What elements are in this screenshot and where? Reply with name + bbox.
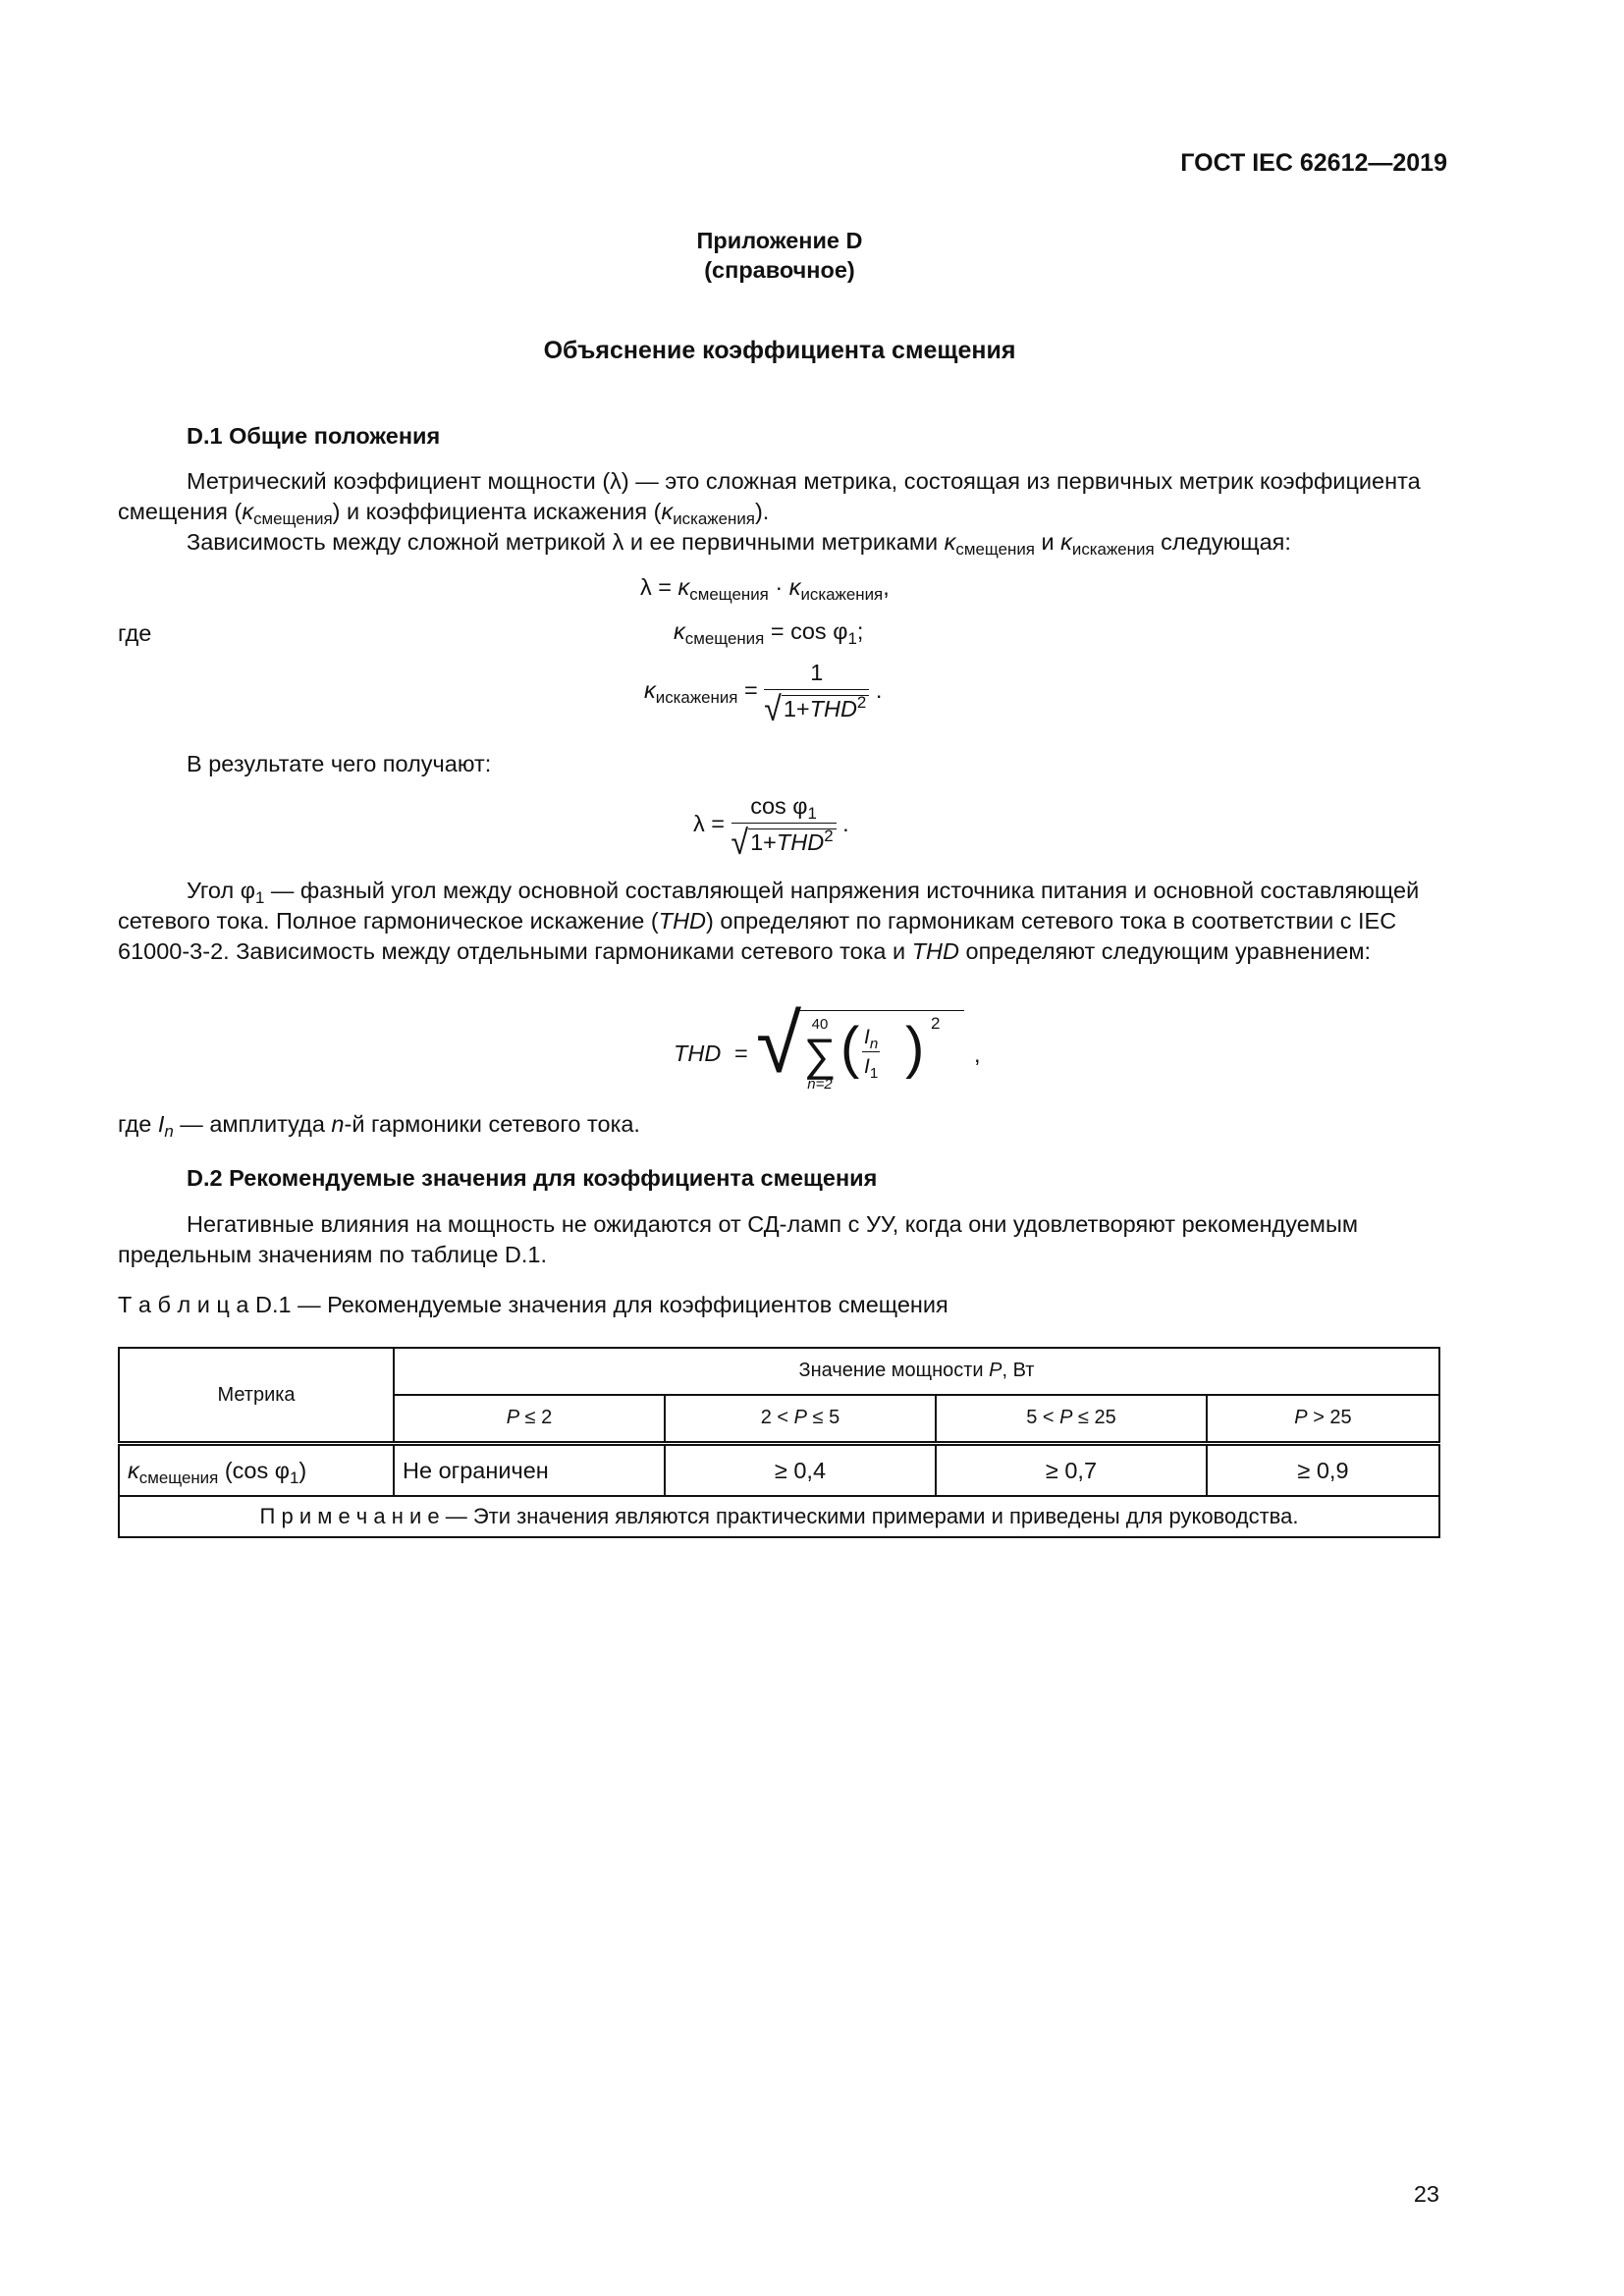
- section-d1-paragraph-3: Угол $\varphi_1$ — фазный угол между основной составляющей напряжения источника питания и основной составляющей сетевого тока. Полное гармоническое искажение (THD) определяют по гармоникам сетевого тока в соответствии с IEC 61000-3-2. Зависимость между отдельными гармониками сетевого тока и THD определяют следующим уравнением:: [118, 878, 1420, 964]
- metric-header: Метрика: [119, 1348, 394, 1444]
- result-intro: В результате чего получают:: [187, 751, 492, 776]
- col-header-4: P > 25: [1207, 1395, 1439, 1444]
- where-label: где: [118, 620, 152, 646]
- power-header: Значение мощности P, Вт: [394, 1348, 1439, 1395]
- table-note: П р и м е ч а н и е — Эти значения являются практическими примерами и приведены для руководства.: [119, 1496, 1439, 1537]
- value-cell-4: ≥ 0,9: [1207, 1444, 1439, 1497]
- col-header-1: P ≤ 2: [394, 1395, 665, 1444]
- table-data-row: [119, 1444, 1439, 1497]
- standard-designation: ГОСТ IEC 62612—2019: [1180, 149, 1447, 177]
- appendix-status: (справочное): [704, 257, 855, 283]
- table-caption: Т а б л и ц а D.1 — Рекомендуемые значения для коэффициентов смещения: [118, 1292, 948, 1317]
- table-header-row: [119, 1348, 1439, 1395]
- section-d1-paragraph-4: где $I_n$ — амплитуда n-й гармоники сетевого тока.: [118, 1111, 640, 1141]
- formula-lambda-product: $\lambda = \kappa_{смещения} \cdot \kappa_{искажения}$,: [640, 574, 890, 604]
- value-cell-2: ≥ 0,4: [665, 1444, 936, 1497]
- formula-distortion-definition: $\kappa_{искажения}$ = $\frac{1}{√1+THD^2}$ .: [644, 660, 883, 728]
- col-header-2: 2 < P ≤ 5: [665, 1395, 936, 1444]
- document-page: ГОСТ IEC 62612—2019 Приложение D (справочное) Объяснение коэффициента смещения D.1 Общие положения Метрический коэффициент мощности (λ) — это сложная метрика, состоящая из первичных метрик коэффициента смещения $(\kappa_{смещения})$ и коэффициента искажения $(\kappa_{искажения})$. Зависимость между сложной метрикой λ и ее первичными метриками $\kappa_{смещения}$ и $\kappa_{искажения}$ следующая: $\lambda = \kappa_{смещения} \cdot \kappa_{искажения}$, где $\kappa_{смещения} = \cos \varphi_1$; $\kappa_{искажения}$ = $\frac{1}{√1+THD^2}$ . В результате чего получают: λ = $\frac{\cos \varphi_1}{√1+THD^2}$ . Угол $\varphi_1$ — фазный угол между основной составляющей напряжения источника питания и основной составляющей сетевого тока. Полное гармоническое искажение (THD) определяют по гармоникам сетевого тока в соответствии с IEC 61000-3-2. Зависимость между отдельными гармониками сетевого тока и THD определяют следующим уравнением: THD = √ 40 ∑ n=2 ( $\frac{I_n}{I_1}$ ) 2 , где $I_n$ — амплитуда n-й гармоники сетевого тока. D.2 Рекомендуемые значения для коэффициента смещения Негативные влияния на мощность не ожидаются от СД-ламп с УУ, когда они удовлетворяют рекомендуемым предельным значениям по таблице D.1. Т а б л и ц а D.1 — Рекомендуемые значения для коэффициентов смещения Метрика Значение мощности P, Вт P ≤ 2 2 < P ≤ 5 5 < P ≤ 25 P > 25 $\kappa_{смещения}$ (cos $\varphi_1$) Не ограничен ≥ 0,4 ≥ 0,7 ≥ 0,9 П р и м е ч а н и е — Эти значения являются практическими примерами и приведены для руководства. 23: [0, 0, 1624, 2296]
- table-note-row: [119, 1496, 1439, 1537]
- formula-shift-definition: $\kappa_{смещения} = \cos \varphi_1$;: [674, 618, 864, 648]
- section-d1-paragraph-1: Метрический коэффициент мощности (λ) — это сложная метрика, состоящая из первичных метрик коэффициента смещения $(\kappa_{смещения})$ и коэффициента искажения $(\kappa_{искажения})$.: [118, 468, 1421, 528]
- value-cell-3: ≥ 0,7: [936, 1444, 1207, 1497]
- appendix-title: Приложение D: [696, 228, 863, 253]
- value-cell-1: Не ограничен: [394, 1444, 665, 1497]
- coefficient-table: [118, 1347, 1440, 1538]
- row-metric-cell: $\kappa_{смещения}$ (cos $\varphi_1$): [119, 1444, 394, 1497]
- appendix-subject: Объяснение коэффициента смещения: [543, 337, 1016, 364]
- section-d1-heading: D.1 Общие положения: [187, 423, 441, 449]
- formula-lambda-result: λ = $\frac{\cos \varphi_1}{√1+THD^2}$ .: [693, 793, 849, 862]
- col-header-3: 5 < P ≤ 25: [936, 1395, 1207, 1444]
- section-d2-paragraph-1: Негативные влияния на мощность не ожидаются от СД-ламп с УУ, когда они удовлетворяют рекомендуемым предельным значениям по таблице D.1.: [118, 1211, 1359, 1267]
- section-d2-heading: D.2 Рекомендуемые значения для коэффициента смещения: [187, 1165, 878, 1191]
- page-number: 23: [1413, 2181, 1439, 2207]
- section-d1-paragraph-2: Зависимость между сложной метрикой λ и ее первичными метриками $\kappa_{смещения}$ и $\kappa_{искажения}$ следующая:: [187, 529, 1291, 559]
